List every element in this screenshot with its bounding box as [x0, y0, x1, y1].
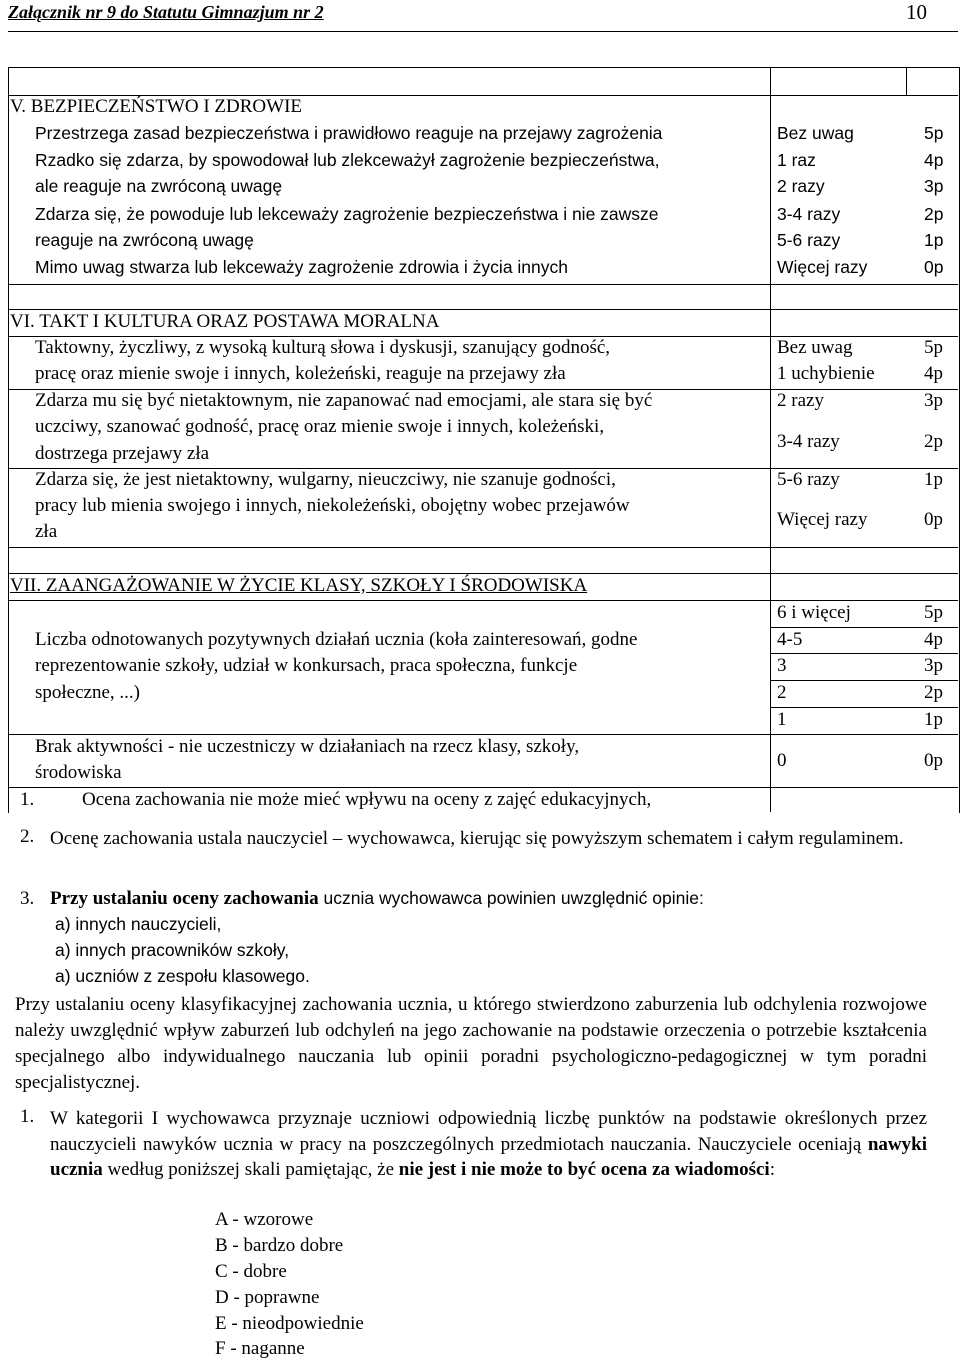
count-value: 4-5: [777, 629, 803, 650]
points-value: 2p: [924, 204, 944, 224]
row-rule: [770, 627, 958, 628]
count-value: Więcej razy: [777, 257, 868, 277]
opinion-item: a) innych nauczycieli,: [55, 914, 222, 934]
points-value: 4p: [924, 150, 944, 170]
count-value: 1 raz: [777, 150, 816, 170]
points-value: 4p: [924, 629, 943, 650]
row-rule: [8, 787, 958, 788]
criterion-text: Zdarza się, że jest nietaktowny, wulgarny, nieuczciwy, nie szanuje godności,: [35, 469, 616, 490]
criterion-text: reaguje na zwróconą uwagę: [35, 230, 254, 250]
section-title: V. BEZPIECZEŃSTWO I ZDROWIE: [10, 96, 303, 117]
count-value: 5-6 razy: [777, 230, 841, 250]
attachment-header: Załącznik nr 9 do Statutu Gimnazjum nr 2: [8, 2, 324, 22]
count-value: 6 i więcej: [777, 602, 851, 623]
criterion-text: społeczne, ...): [35, 682, 140, 703]
points-value: 5p: [924, 602, 943, 623]
criterion-text: zła: [35, 521, 58, 542]
count-value: 2: [777, 682, 787, 703]
note-number: 3.: [20, 888, 35, 909]
note-part: W kategorii I wychowawca przyznaje uczniowi odpowiednią liczbę punktów na podstawie określonych przez nauczycieli nawyków ucznia w pracy na poszczególnych przedmiotach nauczania. Nauczyciele oceniają: [50, 1108, 927, 1155]
points-value: 1p: [924, 230, 944, 250]
header-rule: [8, 31, 958, 32]
note-number: 1.: [20, 789, 35, 810]
row-rule: [770, 707, 958, 708]
note-number: 1.: [20, 1106, 35, 1127]
points-value: 3p: [924, 655, 943, 676]
count-value: 1 uchybienie: [777, 363, 875, 384]
count-value: 1: [777, 709, 787, 730]
section-title: VII. ZAANGAŻOWANIE W ŻYCIE KLASY, SZKOŁY I ŚRODOWISKA: [10, 575, 588, 596]
count-value: 3: [777, 655, 787, 676]
row-rule: [8, 734, 958, 735]
points-value: 1p: [924, 709, 943, 730]
note-part: według poniższej skali pamiętając, że: [102, 1159, 399, 1180]
grade-item: D - poprawne: [215, 1287, 320, 1308]
criterion-text: Rzadko się zdarza, by spowodował lub zlekceważył zagrożenie bezpieczeństwa,: [35, 150, 660, 170]
points-value: 0p: [924, 257, 944, 277]
count-value: 2 razy: [777, 390, 824, 411]
criterion-text: Liczba odnotowanych pozytywnych działań ucznia (koła zainteresowań, godne: [35, 629, 638, 650]
grade-item: B - bardzo dobre: [215, 1235, 344, 1256]
count-value: 3-4 razy: [777, 204, 841, 224]
row-rule: [8, 309, 958, 310]
count-value: Bez uwag: [777, 337, 853, 358]
count-value: 3-4 razy: [777, 431, 840, 452]
points-value: 3p: [924, 176, 944, 196]
criterion-text: reprezentowanie szkoły, udział w konkursach, praca społeczna, funkcje: [35, 655, 578, 676]
points-value: 1p: [924, 469, 943, 490]
note-bold: nie jest i nie może to być ocena za wiadomości: [398, 1159, 770, 1180]
row-rule: [8, 600, 958, 601]
note-text: Ocenę zachowania ustala nauczyciel – wychowawca, kierując się powyższym schematem i całym regulaminem.: [50, 828, 904, 849]
note-text: [50, 1106, 927, 1183]
points-value: 5p: [924, 337, 943, 358]
grade-item: F - naganne: [215, 1338, 305, 1359]
criterion-text: pracę oraz mienie swoje i innych, koleżeński, reaguje na przejawy zła: [35, 363, 566, 384]
points-value: 0p: [924, 750, 943, 771]
criterion-text: Brak aktywności - nie uczestniczy w działaniach na rzecz klasy, szkoły,: [35, 736, 580, 757]
table-divider-points: [906, 67, 907, 95]
criterion-text: Zdarza mu się być nietaktownym, nie zapanować nad emocjami, ale stara się być: [35, 390, 653, 411]
count-value: Więcej razy: [777, 509, 868, 530]
criterion-text: środowiska: [35, 762, 122, 783]
note-rest: ucznia wychowawca powinien uwzględnić opinie:: [318, 888, 704, 908]
grade-item: E - nieodpowiednie: [215, 1313, 364, 1334]
row-rule: [8, 547, 958, 548]
opinion-item: a) innych pracowników szkoły,: [55, 940, 290, 960]
criterion-text: Przestrzega zasad bezpieczeństwa i prawidłowo reaguje na przejawy zagrożenia: [35, 123, 663, 143]
row-rule: [8, 573, 958, 574]
table-divider-count: [770, 67, 771, 812]
points-value: 0p: [924, 509, 943, 530]
criterion-text: dostrzega przejawy zła: [35, 443, 210, 464]
points-value: 2p: [924, 682, 943, 703]
note-bold: nawyki ucznia: [50, 1133, 927, 1180]
criterion-text: Mimo uwag stwarza lub lekceważy zagrożenie zdrowia i życia innych: [35, 257, 568, 277]
count-value: Bez uwag: [777, 123, 854, 143]
count-value: 5-6 razy: [777, 469, 840, 490]
points-value: 2p: [924, 431, 943, 452]
points-value: 5p: [924, 123, 944, 143]
count-value: 2 razy: [777, 176, 825, 196]
points-value: 4p: [924, 363, 943, 384]
row-rule: [770, 680, 958, 681]
points-value: 3p: [924, 390, 943, 411]
criterion-text: Taktowny, życzliwy, z wysoką kulturą słowa i dyskusji, szanujący godność,: [35, 337, 611, 358]
grade-item: C - dobre: [215, 1261, 287, 1282]
note-bold: Przy ustalaniu oceny zachowania: [50, 888, 319, 909]
criterion-text: ale reaguje na zwróconą uwagę: [35, 176, 283, 196]
criterion-text: Zdarza się, że powoduje lub lekceważy zagrożenie bezpieczeństwa i nie zawsze: [35, 204, 659, 224]
count-value: 0: [777, 750, 787, 771]
note-number: 2.: [20, 826, 35, 847]
section-title: VI. TAKT I KULTURA ORAZ POSTAWA MORALNA: [10, 311, 440, 332]
criterion-text: uczciwy, szanować godność, pracę oraz mienie swoje i innych, koleżeński,: [35, 416, 605, 437]
row-rule: [8, 284, 958, 285]
opinion-item: a) uczniów z zespołu klasowego.: [55, 966, 310, 986]
note-part: :: [769, 1159, 775, 1180]
note-text: [50, 888, 704, 910]
grade-item: A - wzorowe: [215, 1209, 314, 1230]
page-number: 10: [906, 0, 927, 24]
paragraph: Przy ustalaniu oceny klasyfikacyjnej zachowania ucznia, u którego stwierdzono zaburzenia lub odchylenia rozwojowe należy uwzględnić wpływ zaburzeń lub odchyleń na jego zachowanie na podstawie orzeczenia o potrzebie kształcenia specjalnego albo indywidualnego nauczania lub opinii poradni psychologiczno-pedagogicznej w tym poradni specjalistycznej.: [15, 994, 927, 1093]
row-rule: [770, 653, 958, 654]
criterion-text: pracy lub mienia swojego i innych, niekoleżeński, obojętny wobec przejawów: [35, 495, 630, 516]
note-text: Ocena zachowania nie może mieć wpływu na oceny z zajęć edukacyjnych,: [82, 789, 652, 810]
